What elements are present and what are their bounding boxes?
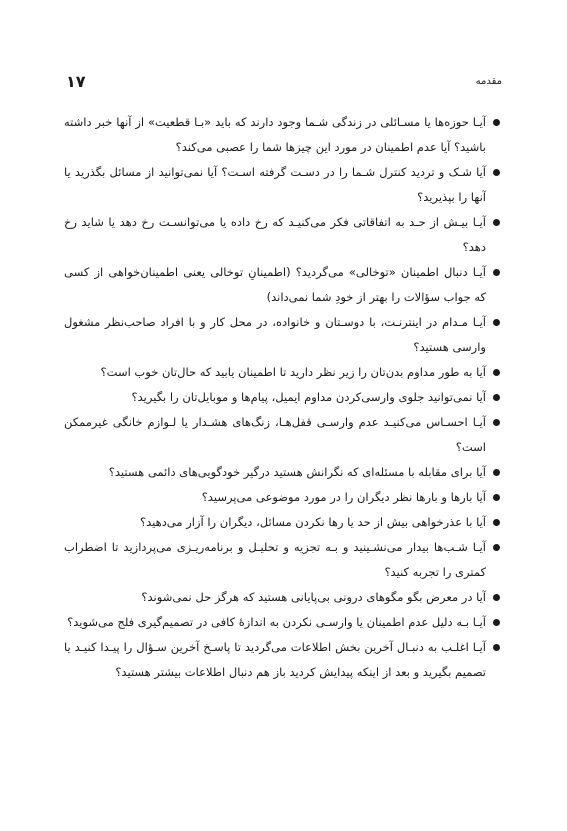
- bullet-icon: [493, 394, 500, 401]
- list-item: [64, 160, 500, 210]
- list-item: [64, 210, 500, 260]
- bullet-icon: [493, 319, 500, 326]
- list-item: [64, 310, 500, 360]
- bullet-icon: [493, 494, 500, 501]
- bullet-icon: [493, 644, 500, 651]
- bullet-icon: [493, 519, 500, 526]
- list-item: [64, 260, 500, 310]
- bullet-icon: [493, 369, 500, 376]
- question-text: آیـا حوزه‌ها یا مسـائلی در زندگی شـما وجود دارند که باید «بـا قطعیت» از آنها خبر داشته باشید؟ آیا عدم اطمینان در مورد این چیزها شما را عصبی می‌کند؟: [64, 115, 486, 154]
- question-text: آیا شـک و تردید کنترل شـما را در دسـت گرفته اسـت؟ آیا نمی‌توانید از مسائل بگذرید یا آنها را بپذیرید؟: [64, 165, 486, 204]
- list-item: [64, 585, 500, 610]
- list-item: [64, 385, 500, 410]
- question-text: آیا بارها و بارها نظر دیگران را در مورد موضوعی می‌پرسید؟: [201, 490, 486, 504]
- list-item: [64, 460, 500, 485]
- bullet-icon: [493, 469, 500, 476]
- list-item: [64, 635, 500, 685]
- list-item: [64, 510, 500, 535]
- page-number: ۱۷: [66, 72, 86, 91]
- bullet-icon: [493, 619, 500, 626]
- list-item: [64, 535, 500, 585]
- question-text: آیا به طور مداوم بدن‌تان را زیر نظر دارید تا اطمینان یابید که حال‌تان خوب است؟: [100, 365, 486, 379]
- bullet-icon: [493, 169, 500, 176]
- question-text: آیـا مـدام در اینترنـت، با دوسـتان و خانواده، در محل کار و با افراد صاحب‌نظر مشغول وارسی هستید؟: [64, 315, 486, 354]
- list-item: [64, 485, 500, 510]
- bullet-icon: [493, 269, 500, 276]
- question-text: آیـا بـه دلیل عدم اطمینان یا وارسـی نکردن به اندازۀ کافی در تصمیم‌گیری فلج می‌شوید؟: [67, 615, 486, 629]
- bullet-icon: [493, 119, 500, 126]
- question-text: آیـا اغلـب به دنبـال آخرین بخش اطلاعات می‌گردید تا پاسـخ آخرین سـؤال را پیـدا کنیـد یا تصمیم بگیرید و بعد از اینکه پیدایش کردید باز هم دنبال اطلاعات بیشتر هستید؟: [64, 640, 486, 679]
- bullet-icon: [493, 419, 500, 426]
- bullet-icon: [493, 544, 500, 551]
- page-header: [66, 72, 502, 92]
- question-text: آیـا احسـاس می‌کنیـد عدم وارسـی قفل‌هـا، زنگ‌های هشـدار یا لـوازم خانگی غیرممکن است؟: [64, 415, 486, 454]
- bullet-icon: [493, 219, 500, 226]
- list-item: [64, 360, 500, 385]
- list-item: [64, 610, 500, 635]
- question-text: آیا برای مقابله با مسئله‌ای که نگرانش هستید درگیر خودگویی‌های دائمی هستید؟: [108, 465, 486, 479]
- list-item: [64, 410, 500, 460]
- question-text: آیـا بیـش از حـد به اتفاقاتی فکر می‌کنیـد که رخ داده یا می‌توانسـت رخ دهد یا شاید رخ دهد؟: [64, 215, 486, 254]
- question-text: آیا در معرض بگو مگوهای درونی بی‌پایانی هستید که هرگز حل نمی‌شوند؟: [141, 590, 486, 604]
- question-list: [64, 110, 500, 685]
- question-text: آیا با عذرخواهی بیش از حد یا رها نکردن مسائل، دیگران را آزار می‌دهید؟: [140, 515, 486, 529]
- question-text: آیـا شـب‌ها بیدار می‌نشـینید و بـه تجزیه و تحلیـل و برنامه‌ریـزی می‌پردازید تا اضطراب کمتری را تجربه کنید؟: [64, 540, 486, 579]
- bullet-icon: [493, 594, 500, 601]
- question-text: آیا نمی‌توانید جلوی وارسی‌کردن مداوم ایمیل، پیام‌ها و موبایل‌تان را بگیرید؟: [131, 390, 486, 404]
- running-title: مقدمه: [475, 76, 502, 87]
- list-item: [64, 110, 500, 160]
- question-text: آیـا دنبال اطمینان «تو‌خالی» می‌گردید؟ (اطمینانِ تو‌خالی یعنی اطمینان‌خواهی از کسی که جواب سؤالات را بهتر از خودِ شما نمی‌داند): [64, 265, 486, 304]
